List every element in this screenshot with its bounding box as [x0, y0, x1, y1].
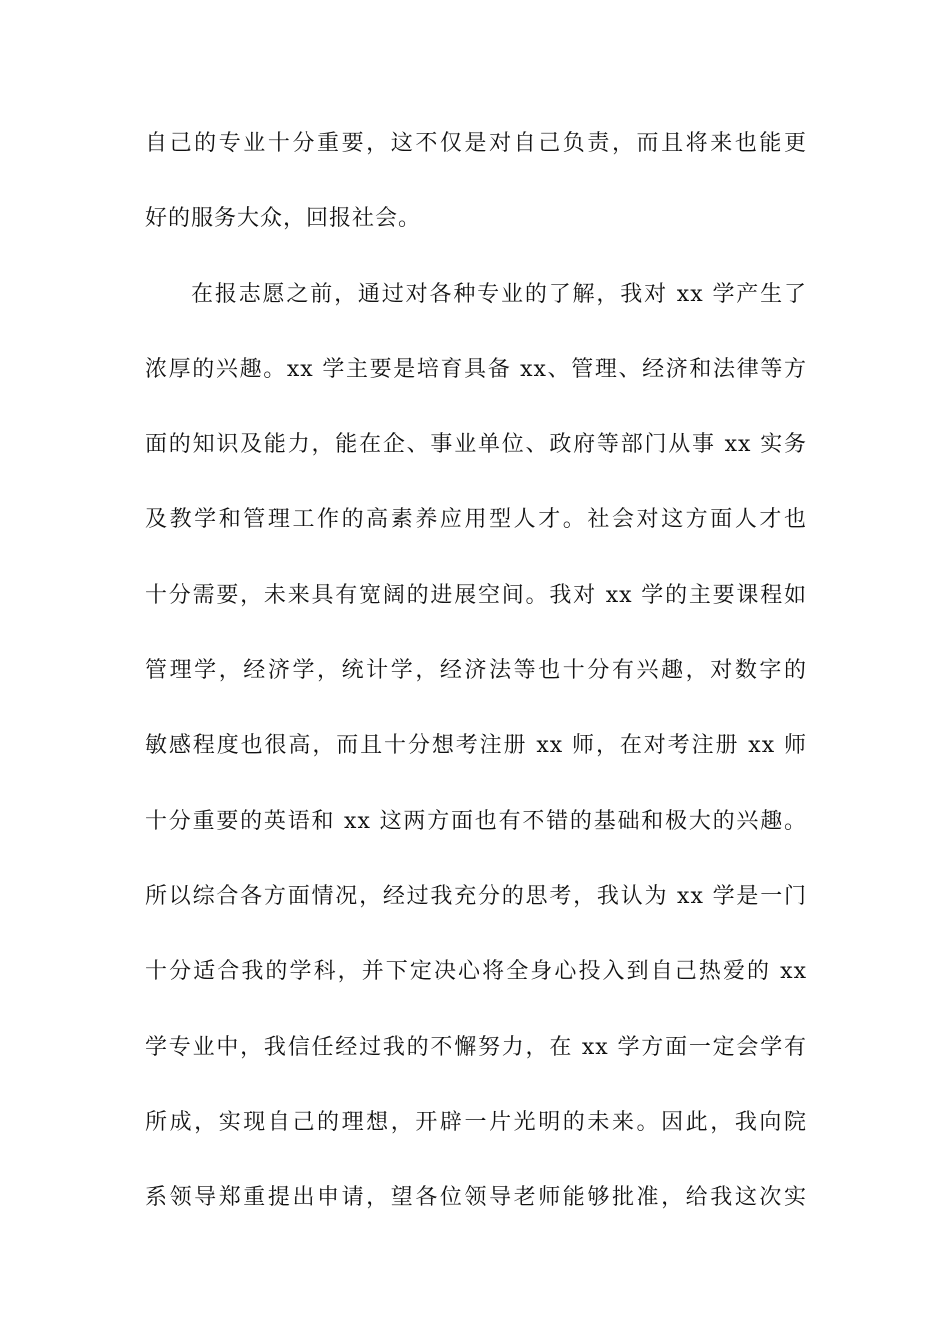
text-line: 好的服务大众，回报社会。 [145, 206, 422, 232]
text-line: 敏感程度也很高，而且十分想考注册 xx 师，在对考注册 xx 师 [145, 733, 807, 759]
text-line: 十分重要的英语和 xx 这两方面也有不错的基础和极大的兴趣。 [145, 808, 807, 834]
text-line: 面的知识及能力，能在企、事业单位、政府等部门从事 xx 实务 [145, 432, 807, 458]
text-line: 十分需要，未来具有宽阔的进展空间。我对 xx 学的主要课程如 [145, 582, 807, 608]
text-line: 浓厚的兴趣。xx 学主要是培育具备 xx、管理、经济和法律等方 [145, 356, 807, 382]
text-line: 所成，实现自己的理想，开辟一片光明的未来。因此，我向院 [145, 1109, 807, 1135]
text-line: 系领导郑重提出申请，望各位领导老师能够批准，给我这次实 [145, 1185, 807, 1211]
text-line: 所以综合各方面情况，经过我充分的思考，我认为 xx 学是一门 [145, 883, 807, 909]
text-line: 十分适合我的学科，并下定决心将全身心投入到自己热爱的 xx [145, 959, 807, 985]
text-line: 学专业中，我信任经过我的不懈努力，在 xx 学方面一定会学有 [145, 1034, 807, 1060]
text-line: 自己的专业十分重要，这不仅是对自己负责，而且将来也能更 [145, 131, 807, 156]
text-line: 及教学和管理工作的高素养应用型人才。社会对这方面人才也 [145, 507, 807, 533]
text-line: 管理学，经济学，统计学，经济法等也十分有兴趣，对数字的 [145, 658, 807, 684]
text-line: 在报志愿之前，通过对各种专业的了解，我对 xx 学产生了 [191, 281, 807, 307]
document-body [145, 129, 807, 1258]
